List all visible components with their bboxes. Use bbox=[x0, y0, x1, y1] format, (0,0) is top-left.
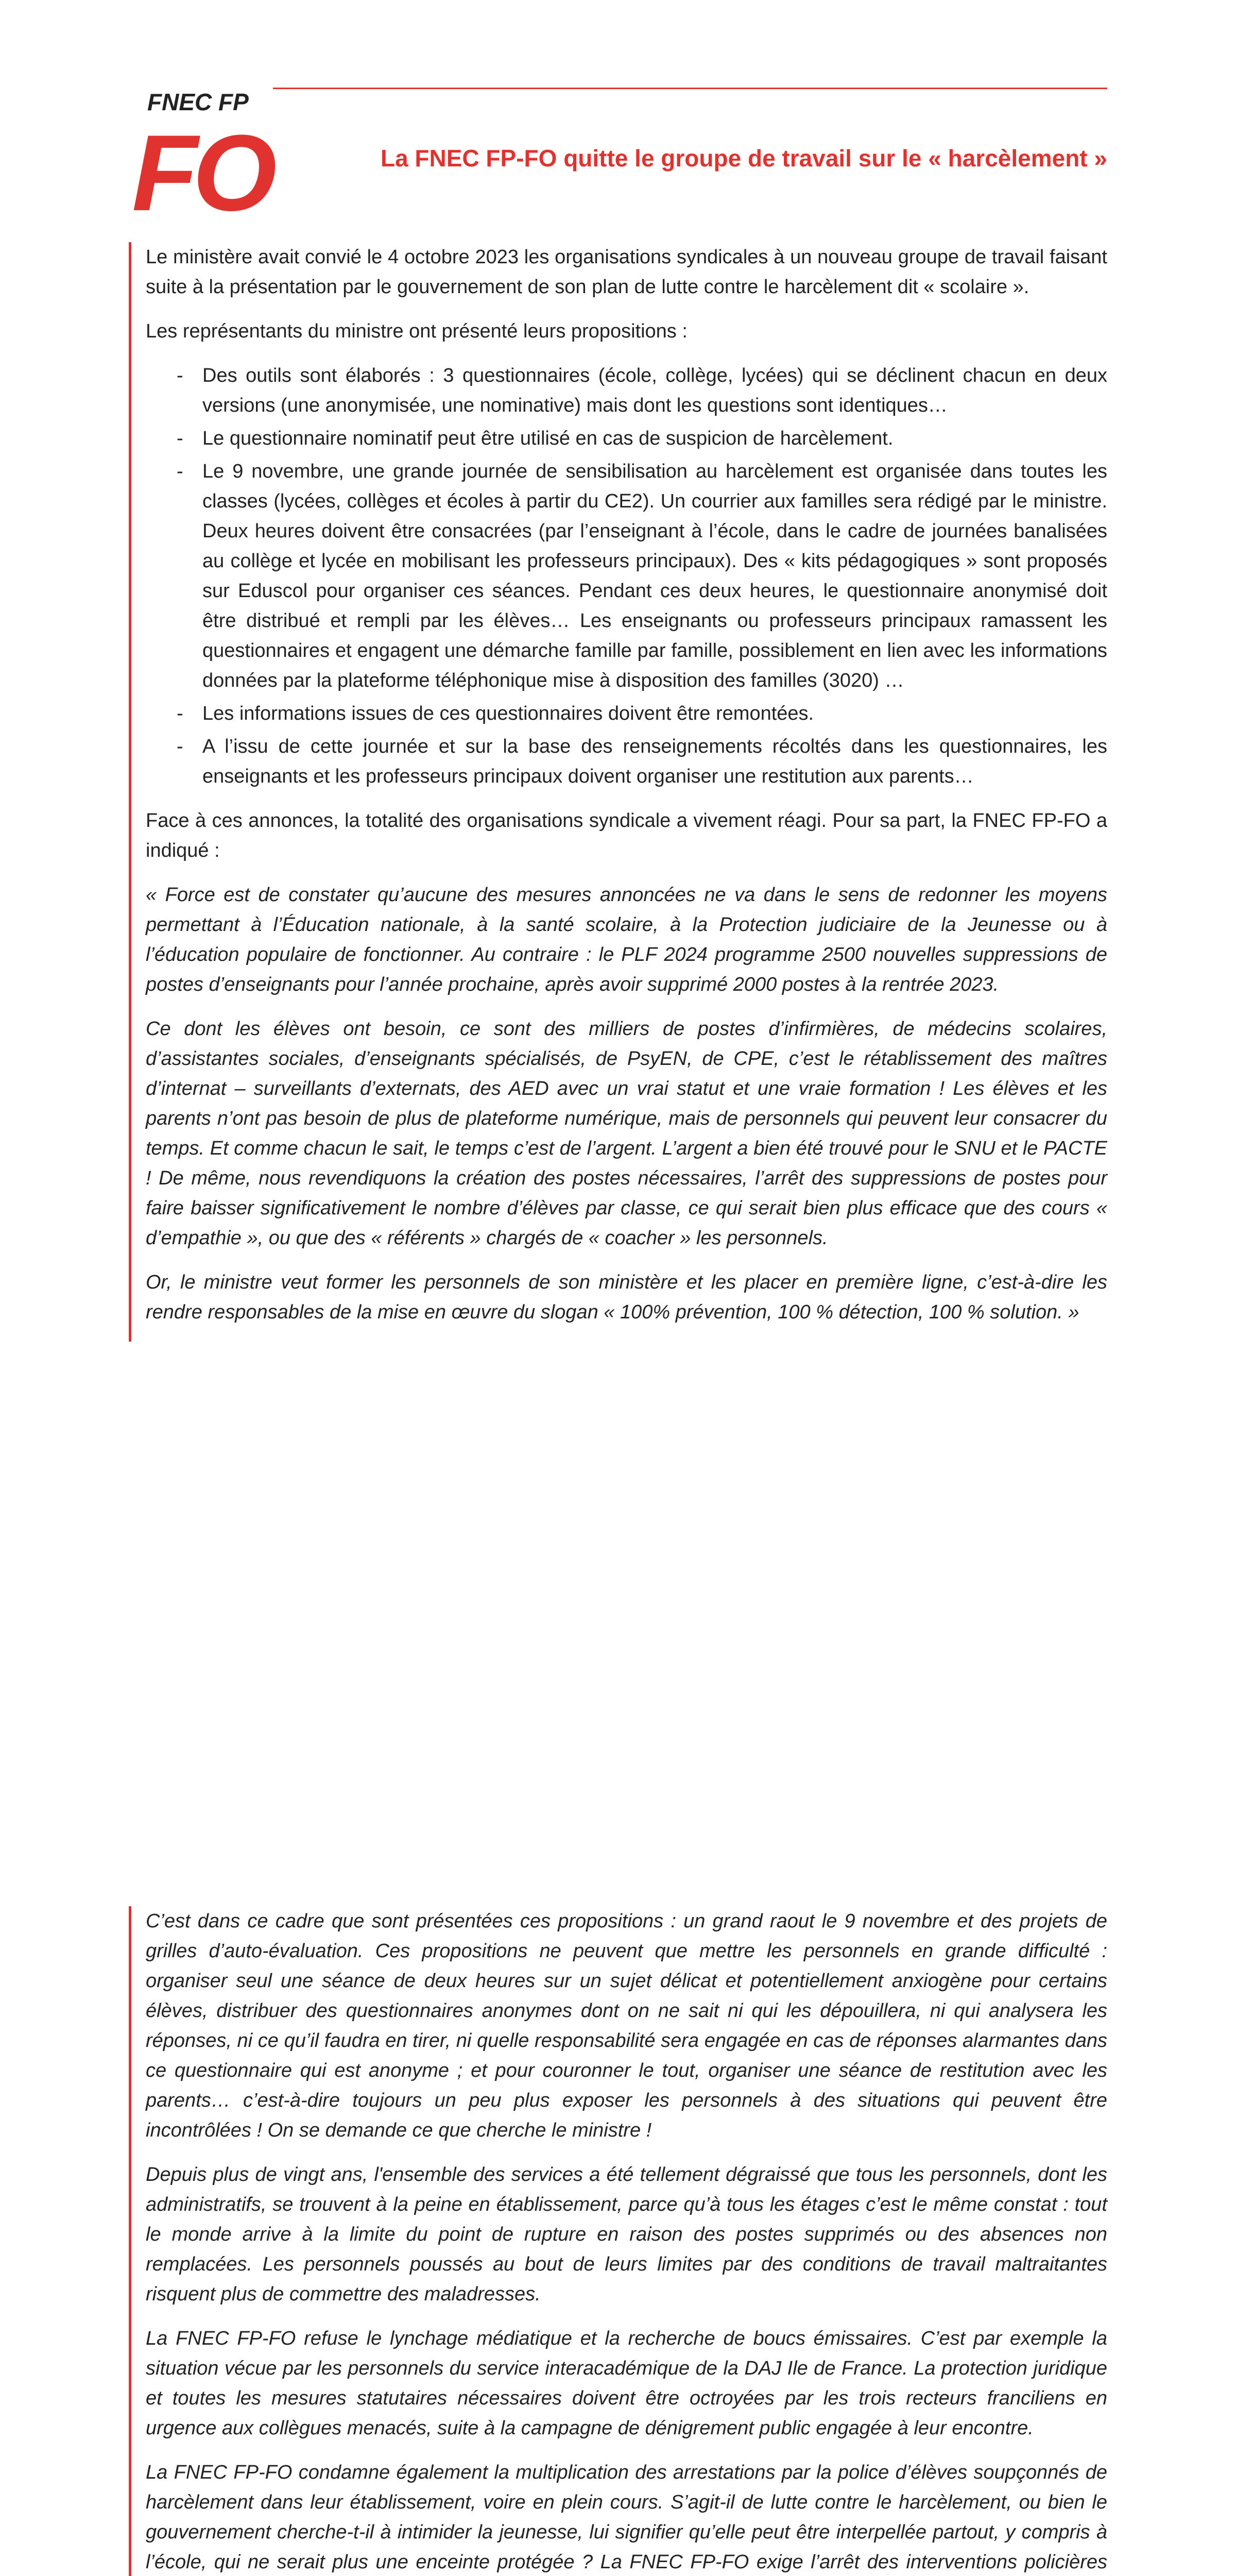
quote-paragraph: Ce dont les élèves ont besoin, ce sont des milliers de postes d’infirmières, de médecins scolaires, d’assistantes sociales, d’enseignants spécialisés, de PsyEN, de CPE, c’est le rétablissement des maîtres d’internat – surveillants d’externats, des AED avec un vrai statut et une vraie formation ! Les élèves et les parents n’ont pas besoin de plus de plateforme numérique, mais de personnels qui peuvent leur consacrer du temps. Et comme chacun le sait, le temps c’est de l’argent. L’argent a bien été trouvé pour le SNU et le PACTE ! De même, nous revendiquons la création des postes nécessaires, l’arrêt des suppressions de postes pour faire baisser significativement le nombre d’élèves par classe, ce qui serait bien plus efficace que des cours « d’empathie », ou que des « référents » chargés de « coacher » les personnels. bbox=[146, 1018, 1107, 1249]
list-item-text: Le questionnaire nominatif peut être utilisé en cas de suspicion de harcèlement. bbox=[202, 428, 894, 449]
list-item: - A l’issu de cette journée et sur la base des renseignements récoltés dans les questionnaires, les enseignants et les professeurs principaux doivent organiser une restitution aux parents… bbox=[177, 736, 1107, 787]
logo-main-text: FO bbox=[132, 112, 272, 233]
list-item-text: Le 9 novembre, une grande journée de sensibilisation au harcèlement est organisée dans toutes les classes (lycées, collèges et écoles à partir du CE2). Un courrier aux familles sera rédigé par le ministre. Deux heures doivent être consacrées (par l’enseignant à l’école, dans le cadre de journées banalisées au collège et lycée en mobilisant les professeurs principaux). Des « kits pédagogiques » sont proposés sur Eduscol pour organiser ces séances. Pendant ces deux heures, le questionnaire anonymisé doit être distribué et rempli par les élèves… Les enseignants ou professeurs principaux ramassent les questionnaires et engagent une démarche famille par famille, possiblement en lien avec les informations données par la plateforme téléphonique mise à disposition des familles (3020) … bbox=[202, 461, 1107, 691]
list-item: - Le 9 novembre, une grande journée de sensibilisation au harcèlement est organisée dans toutes les classes (lycées, collèges et écoles à partir du CE2). Un courrier aux familles sera rédigé par le ministre. Deux heures doivent être consacrées (par l’enseignant à l’école, dans le cadre de journées banalisées au collège et lycée en mobilisant les professeurs principaux). Des « kits pédagogiques » sont proposés sur Eduscol pour organiser ces séances. Pendant ces deux heures, le questionnaire anonymisé doit être distribué et rempli par les élèves… Les enseignants ou professeurs principaux ramassent les questionnaires et engagent une démarche famille par famille, possiblement en lien avec les informations données par la plateforme téléphonique mise à disposition des familles (3020) … bbox=[177, 461, 1107, 691]
list-item: - Des outils sont élaborés : 3 questionnaires (école, collège, lycées) qui se déclinent chacun en deux versions (une anonymisée, une nominative) mais dont les questions sont identiques… bbox=[177, 365, 1107, 416]
quote-paragraph: La FNEC FP-FO refuse le lynchage médiatique et la recherche de boucs émissaires. C’est par exemple la situation vécue par les personnels du service interacadémique de la DAJ Ile de France. La protection juridique et toutes les mesures statutaires nécessaires doivent être octroyées par les trois recteurs franciliens en urgence aux collègues menacés, suite à la campagne de dénigrement public engagée à leur encontre. bbox=[146, 2328, 1107, 2439]
quote-paragraph: C’est dans ce cadre que sont présentées ces propositions : un grand raout le 9 novembre et des projets de grilles d’auto-évaluation. Ces propositions ne peuvent que mettre les personnels en grande difficulté : organiser seul une séance de deux heures sur un sujet délicat et potentiellement anxiogène pour certains élèves, distribuer des questionnaires anonymes dont on ne sait ni qui les dépouillera, ni qui analysera les réponses, ni ce qu’il faudra en tirer, ni quelle responsabilité sera engagée en cas de réponses alarmantes dans ce questionnaire qui est anonyme ; et pour couronner le tout, organiser une séance de restitution avec les parents… c’est-à-dire toujours un peu plus exposer les personnels à des situations qui peuvent être incontrôlées ! On se demande ce que cherche le ministre ! bbox=[146, 1910, 1107, 2141]
list-item: - Le questionnaire nominatif peut être utilisé en cas de suspicion de harcèlement. bbox=[177, 428, 894, 449]
quote-paragraph: La FNEC FP-FO condamne également la multiplication des arrestations par la police d’élèves soupçonnés de harcèlement dans leur établissement, voire en plein cours. S’agit-il de lutte contre le harcèlement, ou bien le gouvernement cherche-t-il à intimider la jeunesse, lui signifier qu’elle peut être interpellée partout, y compris à l’école, qui ne serait plus une enceinte protégée ? La FNEC FP-FO exige l’arrêt des interventions policières bbox=[146, 2462, 1107, 2573]
list-item: - Les informations issues de ces questionnaires doivent être remontées. bbox=[177, 703, 814, 724]
page-title: La FNEC FP-FO quitte le groupe de travail sur le « harcèlement » bbox=[380, 145, 1107, 172]
proposals-list bbox=[146, 361, 1107, 791]
quote-paragraph: « Force est de constater qu’aucune des mesures annoncées ne va dans le sens de redonner les moyens permettant à l’Éducation nationale, à la santé scolaire, à la Protection judiciaire de la Jeunesse ou à l’éducation populaire de fonctionner. Au contraire : le PLF 2024 programme 2500 nouvelles suppressions de postes d’enseignants pour l’année prochaine, après avoir supprimé 2000 postes à la rentrée 2023. bbox=[146, 884, 1107, 995]
reaction-paragraph: Face à ces annonces, la totalité des organisations syndicale a vivement réagi. Pour sa part, la FNEC FP-FO a indiqué : bbox=[146, 810, 1107, 861]
document-header bbox=[129, 77, 1107, 232]
list-item-text: Des outils sont élaborés : 3 questionnaires (école, collège, lycées) qui se déclinent chacun en deux versions (une anonymisée, une nominative) mais dont les questions sont identiques… bbox=[202, 365, 1107, 416]
quote-paragraph: Depuis plus de vingt ans, l'ensemble des services a été tellement dégraissé que tous les personnels, dont les administratifs, se trouvent à la peine en établissement, parce qu’à tous les étages c’est le même constat : tout le monde arrive à la limite du point de rupture en raison des postes supprimés ou des absences non remplacées. Les personnels poussés au bout de leurs limites par des conditions de travail maltraitantes risquent plus de commettre des maladresses. bbox=[146, 2164, 1107, 2305]
list-item-text: Les informations issues de ces questionnaires doivent être remontées. bbox=[202, 703, 814, 724]
list-item-text: A l’issu de cette journée et sur la base des renseignements récoltés dans les questionnaires, les enseignants et les professeurs principaux doivent organiser une restitution aux parents… bbox=[202, 736, 1107, 787]
section-position bbox=[129, 1906, 1107, 2576]
document-page bbox=[129, 77, 1107, 2573]
header-rule bbox=[273, 88, 1107, 89]
section-announcements bbox=[129, 242, 1107, 1342]
lead-paragraph: Les représentants du ministre ont présenté leurs propositions : bbox=[146, 320, 688, 342]
logo-top-text: FNEC FP bbox=[147, 89, 249, 115]
quote-paragraph: Or, le ministre veut former les personnels de son ministère et les placer en première ligne, c’est-à-dire les rendre responsables de la mise en œuvre du slogan « 100% prévention, 100 % détection, 100 % solution. » bbox=[146, 1272, 1107, 1323]
intro-paragraph: Le ministère avait convié le 4 octobre 2023 les organisations syndicales à un nouveau groupe de travail faisant suite à la présentation par le gouvernement de son plan de lutte contre le harcèlement dit « scolaire ». bbox=[146, 246, 1107, 298]
fnec-fp-fo-logo bbox=[129, 88, 272, 233]
